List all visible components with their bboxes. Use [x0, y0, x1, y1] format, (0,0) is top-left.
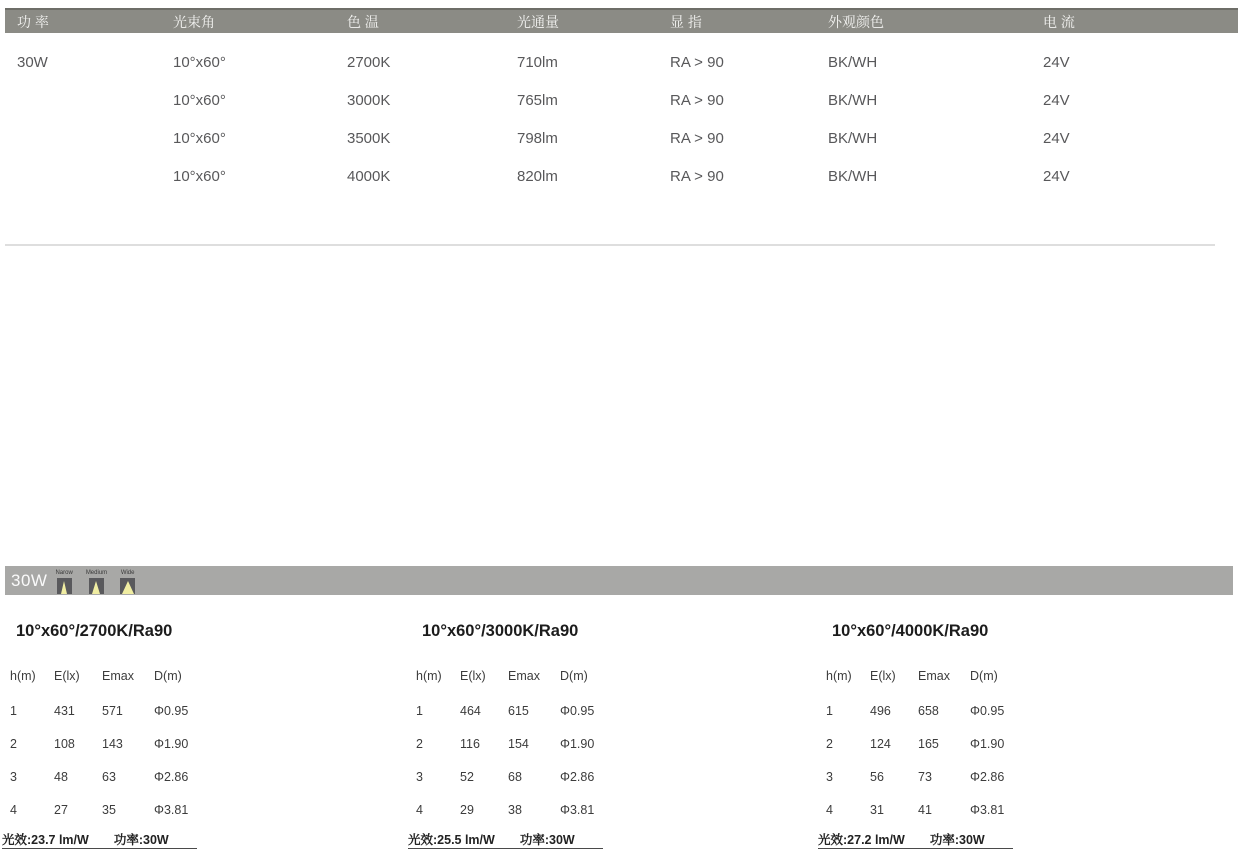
spec-cell-cct: 4000K [347, 167, 391, 185]
cell-h: 2 [10, 736, 17, 751]
col-emax: Emax [508, 669, 540, 683]
cell-emax: 38 [508, 802, 522, 817]
spec-cell-finish: BK/WH [828, 167, 878, 185]
cell-elx: 31 [870, 802, 884, 817]
table-row [408, 727, 603, 760]
photometric-header-row [2, 666, 197, 686]
cell-emax: 571 [102, 703, 123, 718]
power-band-label: 30W [11, 570, 48, 590]
col-lux: E(lx) [460, 669, 486, 683]
beam-wide-icon [120, 578, 135, 594]
spec-header-flux: 光通量 [517, 13, 559, 30]
col-height: h(m) [826, 669, 852, 683]
spec-cell-cri: RA > 90 [670, 167, 724, 185]
cell-emax: 41 [918, 802, 932, 817]
table-row [2, 694, 197, 727]
table-row [818, 793, 1013, 826]
spec-header-finish: 外观颜色 [828, 13, 884, 30]
col-diameter: D(m) [560, 669, 588, 683]
cell-d: Φ3.81 [154, 802, 189, 817]
photometric-rows [818, 694, 1013, 826]
spec-header-power: 功 率 [17, 13, 49, 30]
cell-elx: 108 [54, 736, 75, 751]
col-lux: E(lx) [54, 669, 80, 683]
photometric-table-2700k [2, 600, 197, 849]
cell-elx: 496 [870, 703, 891, 718]
spec-header-current: 电 流 [1043, 13, 1075, 30]
cell-emax: 615 [508, 703, 529, 718]
beam-option-medium [86, 566, 107, 595]
spec-cell-finish: BK/WH [828, 53, 878, 71]
cell-elx: 52 [460, 769, 474, 784]
cell-h: 1 [416, 703, 423, 718]
table-row [408, 694, 603, 727]
photometric-title: 10°x60°/3000K/Ra90 [422, 622, 579, 640]
cell-h: 1 [826, 703, 833, 718]
photometric-header-row [818, 666, 1013, 686]
col-height: h(m) [10, 669, 36, 683]
photometric-rows [2, 694, 197, 826]
cell-h: 3 [826, 769, 833, 784]
cell-d: Φ1.90 [560, 736, 595, 751]
beam-narrow-icon [57, 578, 72, 594]
spec-cell-beam: 10°x60° [173, 129, 226, 147]
cell-elx: 116 [460, 736, 480, 751]
efficacy-value: 光效:25.5 lm/W [408, 833, 495, 847]
cell-elx: 124 [870, 736, 891, 751]
spec-row [5, 43, 1238, 81]
cell-d: Φ3.81 [970, 802, 1005, 817]
cell-emax: 658 [918, 703, 939, 718]
cell-emax: 165 [918, 736, 939, 751]
cell-d: Φ2.86 [970, 769, 1005, 784]
spec-cell-cct: 3000K [347, 91, 391, 109]
cell-emax: 143 [102, 736, 123, 751]
cell-elx: 464 [460, 703, 481, 718]
spec-cell-power: 30W [17, 53, 48, 71]
col-diameter: D(m) [970, 669, 998, 683]
spec-cell-flux: 798lm [517, 129, 558, 147]
cell-emax: 35 [102, 802, 116, 817]
efficacy-value: 光效:27.2 lm/W [818, 833, 905, 847]
cell-d: Φ1.90 [154, 736, 189, 751]
cell-elx: 48 [54, 769, 68, 784]
cell-elx: 56 [870, 769, 884, 784]
table-row [818, 760, 1013, 793]
spec-header-beam-angle: 光束角 [173, 13, 215, 30]
cell-h: 3 [416, 769, 423, 784]
spec-cell-cct: 2700K [347, 53, 391, 71]
spec-table-body [5, 43, 1238, 195]
spec-header-cri: 显 指 [670, 13, 702, 30]
spec-cell-flux: 710lm [517, 53, 558, 71]
cell-elx: 27 [54, 802, 68, 817]
cell-h: 4 [826, 802, 833, 817]
photometric-footer [2, 830, 197, 849]
efficacy-value: 光效:23.7 lm/W [2, 833, 89, 847]
spec-cell-current: 24V [1043, 167, 1070, 185]
beam-options [55, 566, 135, 595]
cell-emax: 63 [102, 769, 116, 784]
table-row [818, 694, 1013, 727]
cell-d: Φ2.86 [154, 769, 189, 784]
cell-d: Φ2.86 [560, 769, 595, 784]
photometric-title: 10°x60°/4000K/Ra90 [832, 622, 989, 640]
spec-cell-beam: 10°x60° [173, 53, 226, 71]
photometric-table-3000k [408, 600, 603, 849]
cell-h: 4 [416, 802, 423, 817]
photometric-footer [408, 830, 603, 849]
photometric-title: 10°x60°/2700K/Ra90 [16, 622, 173, 640]
cell-h: 2 [826, 736, 833, 751]
cell-d: Φ0.95 [970, 703, 1005, 718]
cell-h: 2 [416, 736, 423, 751]
spec-cell-cri: RA > 90 [670, 91, 724, 109]
col-height: h(m) [416, 669, 442, 683]
spec-cell-cri: RA > 90 [670, 129, 724, 147]
cell-elx: 29 [460, 802, 474, 817]
table-row [408, 793, 603, 826]
spec-cell-cri: RA > 90 [670, 53, 724, 71]
spec-cell-flux: 765lm [517, 91, 558, 109]
cell-d: Φ1.90 [970, 736, 1005, 751]
beam-wide-label: Wide [120, 570, 135, 576]
cell-emax: 68 [508, 769, 522, 784]
cell-h: 1 [10, 703, 17, 718]
spec-cell-beam: 10°x60° [173, 91, 226, 109]
table-row [818, 727, 1013, 760]
table-row [2, 760, 197, 793]
cell-elx: 431 [54, 703, 75, 718]
cell-emax: 154 [508, 736, 529, 751]
spec-cell-cct: 3500K [347, 129, 391, 147]
table-row [408, 760, 603, 793]
spec-cell-current: 24V [1043, 91, 1070, 109]
cell-h: 3 [10, 769, 17, 784]
power-value: 功率:30W [113, 833, 169, 847]
cell-d: Φ3.81 [560, 802, 595, 817]
spec-header-cct: 色 温 [347, 13, 379, 30]
spec-row [5, 81, 1238, 119]
power-value: 功率:30W [929, 833, 985, 847]
beam-narrow-label: Narow [55, 570, 73, 576]
spec-table-header [5, 8, 1238, 33]
spec-cell-finish: BK/WH [828, 91, 878, 109]
beam-option-wide [120, 566, 135, 595]
col-diameter: D(m) [154, 669, 182, 683]
photometric-header-row [408, 666, 603, 686]
beam-medium-icon [89, 578, 104, 594]
col-lux: E(lx) [870, 669, 896, 683]
cell-emax: 73 [918, 769, 932, 784]
col-emax: Emax [918, 669, 950, 683]
table-row [2, 727, 197, 760]
beam-medium-label: Medium [85, 570, 108, 576]
photometric-footer [818, 830, 1013, 849]
power-value: 功率:30W [519, 833, 575, 847]
photometric-table-4000k [818, 600, 1013, 849]
col-emax: Emax [102, 669, 134, 683]
spec-row [5, 119, 1238, 157]
spec-cell-flux: 820lm [517, 167, 558, 185]
beam-option-narrow [55, 566, 72, 595]
spec-cell-current: 24V [1043, 129, 1070, 147]
cell-h: 4 [10, 802, 17, 817]
power-band [5, 566, 1233, 595]
spec-cell-finish: BK/WH [828, 129, 878, 147]
table-row [2, 793, 197, 826]
spec-cell-current: 24V [1043, 53, 1070, 71]
cell-d: Φ0.95 [154, 703, 189, 718]
spec-cell-beam: 10°x60° [173, 167, 226, 185]
spec-row [5, 157, 1238, 195]
section-divider [5, 244, 1215, 246]
cell-d: Φ0.95 [560, 703, 595, 718]
photometric-rows [408, 694, 603, 826]
